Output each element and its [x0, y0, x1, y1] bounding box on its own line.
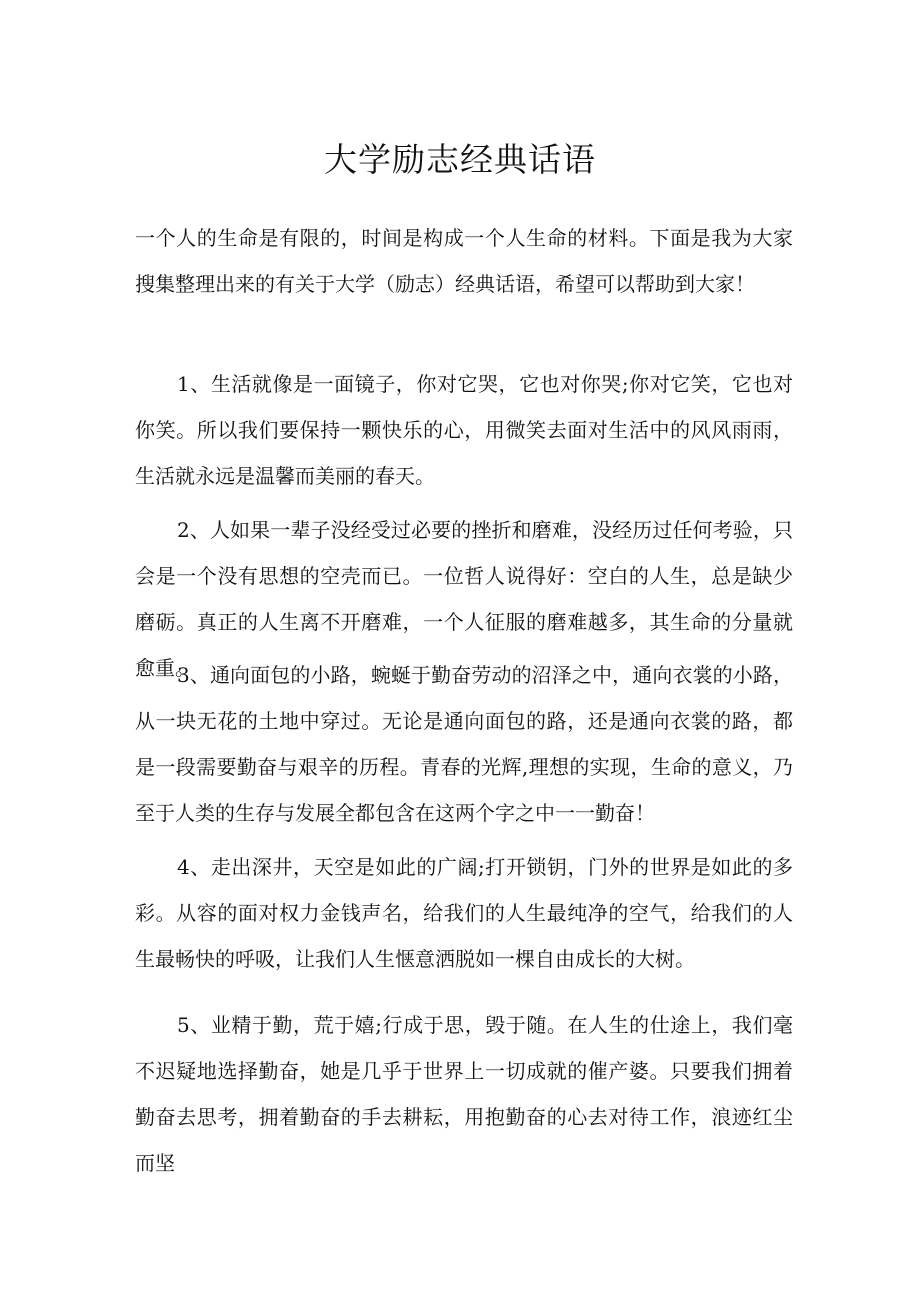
intro-paragraph: 一个人的生命是有限的，时间是构成一个人生命的材料。下面是我为大家搜集整理出来的有关于大学（励志）经典话语，希望可以帮助到大家！ — [135, 226, 793, 296]
list-item-2: 2、人如果一辈子没经受过必要的挫折和磨难，没经历过任何考验，只会是一个没有思想的空壳而已。一位哲人说得好：空白的人生，总是缺少磨砺。真正的人生离不开磨难，一个人征服的磨难越多，其生命的分量就愈重。 — [135, 518, 793, 680]
list-item-5: 5、业精于勤，荒于嬉;行成于思，毁于随。在人生的仕途上，我们毫不迟疑地选择勤奋，她是几乎于世界上一切成就的催产婆。只要我们拥着勤奋去思考，拥着勤奋的手去耕耘，用抱勤奋的心去对待工作，浪迹红尘而坚 — [135, 1013, 793, 1175]
list-item-4: 4、走出深井，天空是如此的广阔;打开锁钥，门外的世界是如此的多彩。从容的面对权力金钱声名，给我们的人生最纯净的空气，给我们的人生最畅快的呼吸，让我们人生惬意洒脱如一棵自由成长的大树。 — [135, 855, 793, 971]
list-item-3: 3、通向面包的小路，蜿蜒于勤奋劳动的沼泽之中，通向衣裳的小路，从一块无花的土地中穿过。无论是通向面包的路，还是通向衣裳的路，都是一段需要勤奋与艰辛的历程。青春的光辉,理想的实现，生命的意义，乃至于人类的生存与发展全都包含在这两个字之中一一勤奋！ — [135, 663, 793, 825]
list-item-1: 1、生活就像是一面镜子，你对它哭，它也对你哭;你对它笑，它也对你笑。所以我们要保持一颗快乐的心，用微笑去面对生活中的风风雨雨，生活就永远是温馨而美丽的春天。 — [135, 372, 793, 488]
document-title: 大学励志经典话语 — [324, 140, 596, 179]
